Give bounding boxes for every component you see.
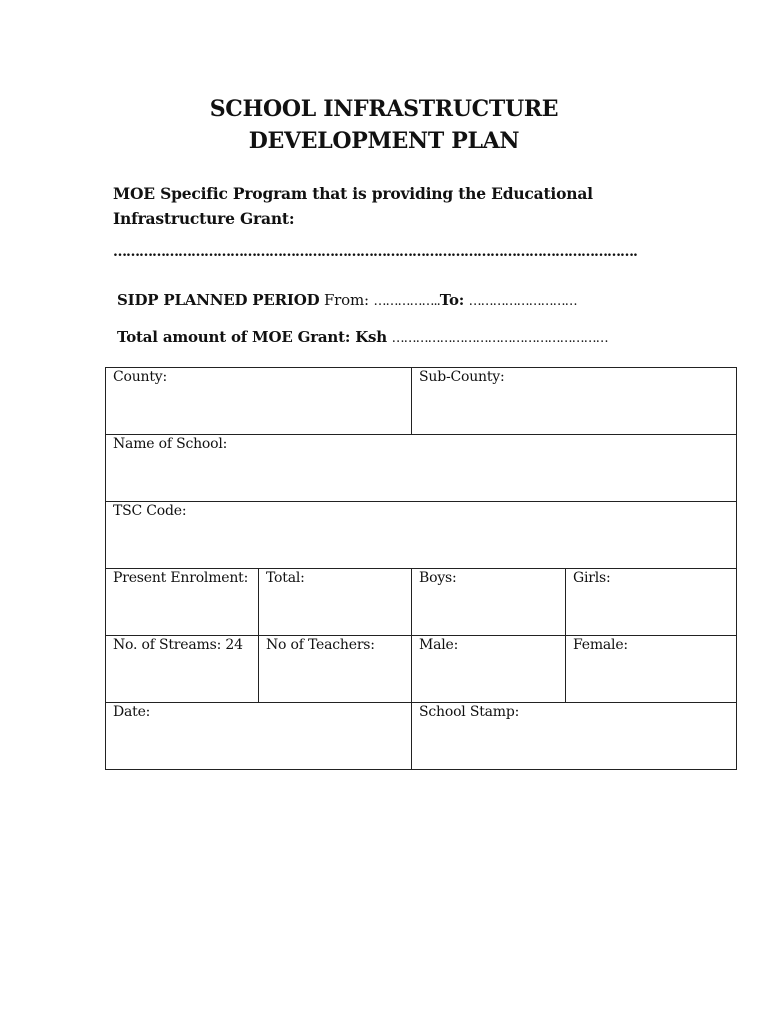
program-label: MOE Specific Program that is providing the Educational Infrastructure Grant: — [113, 184, 593, 228]
table-row — [106, 703, 737, 770]
school-name-cell[interactable]: Name of School: — [106, 435, 737, 502]
grant-amount-label: Total amount of MOE Grant: Ksh — [117, 328, 387, 346]
table-row — [106, 636, 737, 703]
boys-cell[interactable]: Boys: — [412, 569, 566, 636]
period-to-blank[interactable]: ……………………… — [468, 294, 577, 309]
streams-cell[interactable]: No. of Streams: 24 — [106, 636, 259, 703]
teachers-cell[interactable]: No of Teachers: — [259, 636, 412, 703]
period-to-label: To: — [439, 291, 465, 309]
table-row — [106, 368, 737, 435]
present-enrolment-cell: Present Enrolment: — [106, 569, 259, 636]
total-cell[interactable]: Total: — [259, 569, 412, 636]
male-cell[interactable]: Male: — [412, 636, 566, 703]
girls-cell[interactable]: Girls: — [566, 569, 737, 636]
school-stamp-cell[interactable]: School Stamp: — [412, 703, 737, 770]
page-title-line-1: SCHOOL INFRASTRUCTURE — [209, 96, 559, 122]
grant-amount-blank[interactable]: ……………………………………………… — [391, 331, 608, 346]
page-title-line-2: DEVELOPMENT PLAN — [248, 128, 520, 154]
planned-period-label: SIDP PLANNED PERIOD — [117, 291, 320, 309]
tsc-code-cell[interactable]: TSC Code: — [106, 502, 737, 569]
county-cell[interactable]: County: — [106, 368, 412, 435]
table-row — [106, 435, 737, 502]
female-cell[interactable]: Female: — [566, 636, 737, 703]
program-blank-line[interactable]: …………………………………………………………………………………………………………. — [113, 244, 637, 260]
school-details-table — [105, 367, 737, 770]
planned-period-line — [117, 291, 577, 309]
sub-county-cell[interactable]: Sub-County: — [412, 368, 737, 435]
date-cell[interactable]: Date: — [106, 703, 412, 770]
period-from-blank[interactable]: …………….. — [373, 294, 440, 309]
table-row — [106, 569, 737, 636]
table-row — [106, 502, 737, 569]
period-from-label: From: — [323, 291, 369, 309]
grant-amount-line — [117, 328, 608, 346]
